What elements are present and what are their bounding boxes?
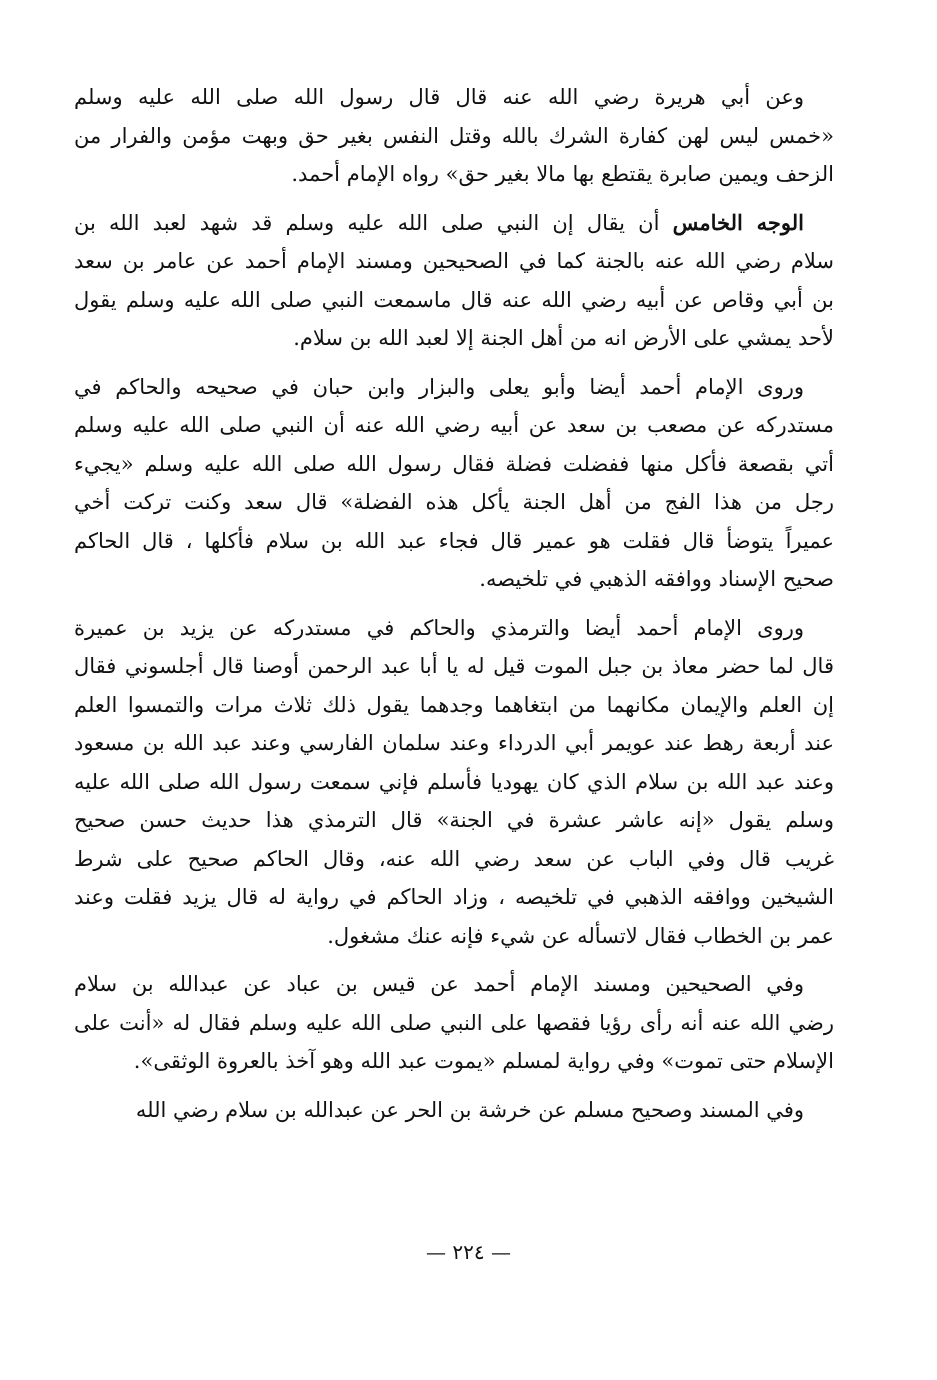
text-line: وسلم يقول «إنه عاشر عشرة في الجنة» قال الترمذي هذا حديث حسن صحيح <box>74 808 834 832</box>
paragraph-1 <box>74 78 834 194</box>
text-line: عميراً يتوضأ قال فقلت هو عمير قال فجاء عبد الله بن سلام فأكلها ، قال الحاكم <box>74 528 834 553</box>
text-line: وروى الإمام أحمد أيضا والترمذي والحاكم في مستدركه عن يزيد بن عميرة <box>74 615 804 640</box>
text-line: عمر بن الخطاب فقال لاتسأله عن شيء فإنه عنك مشغول. <box>327 923 834 948</box>
document-page <box>74 78 834 1278</box>
page-number: — ٢٢٤ — <box>426 1240 511 1264</box>
paragraph-5 <box>74 965 834 1081</box>
paragraph-4 <box>74 609 834 956</box>
text-line: الشيخين ووافقه الذهبي في تلخيصه ، وزاد الحاكم في رواية له قال يزيد فقلت وعند <box>74 885 834 909</box>
text-line: رجل من هذا الفج من أهل الجنة يأكل هذه الفضلة» قال سعد وكنت تركت أخي <box>74 490 834 514</box>
text-line: الإسلام حتى تموت» وفي رواية لمسلم «يموت عبد الله وهو آخذ بالعروة الوثقى». <box>133 1049 834 1073</box>
text-line: وعند عبد الله بن سلام الذي كان يهوديا فأسلم فإني سمعت رسول الله صلى الله عليه <box>74 769 834 794</box>
text-line: وعن أبي هريرة رضي الله عنه قال قال رسول الله صلى الله عليه وسلم <box>74 85 804 109</box>
paragraph-2 <box>74 204 834 358</box>
text-line: سلام رضي الله عنه بالجنة كما في الصحيحين ومسند الإمام أحمد عن عامر بن سعد <box>74 249 834 273</box>
text-line: وروى الإمام أحمد أيضا وأبو يعلى والبزار وابن حبان في صحيحه والحاكم في <box>74 374 804 399</box>
text-line <box>74 204 834 243</box>
text-line: بن أبي وقاص عن أبيه رضي الله عنه قال ماسمعت النبي صلى الله عليه وسلم يقول <box>74 287 834 312</box>
text-line: عند أربعة رهط عند عويمر أبي الدرداء وعند سلمان الفارسي وعند عبد الله بن مسعود <box>74 731 834 755</box>
text-line: «خمس ليس لهن كفارة الشرك بالله وقتل النفس بغير حق وبهت مؤمن والفرار من <box>74 123 834 148</box>
section-heading: الوجه الخامس <box>672 209 804 235</box>
text-line: وفي الصحيحين ومسند الإمام أحمد عن قيس بن عباد عن عبدالله بن سلام <box>74 972 804 996</box>
heading-continuation: أن يقال إن النبي صلى الله عليه وسلم قد شهد لعبد الله بن <box>74 210 660 235</box>
text-line: صحيح الإسناد ووافقه الذهبي في تلخيصه. <box>479 567 834 591</box>
text-line: غريب قال وفي الباب عن سعد رضي الله عنه، وقال الحاكم صحيح على شرط <box>74 846 834 871</box>
paragraph-6 <box>74 1091 834 1130</box>
text-line: إن العلم والإيمان مكانهما من ابتغاهما وجدهما يقول ذلك ثلاث مرات والتمسوا العلم <box>74 692 834 717</box>
paragraph-3 <box>74 368 834 599</box>
text-line: الزحف ويمين صابرة يقتطع بها مالا بغير حق» رواه الإمام أحمد. <box>291 162 834 186</box>
text-line: وفي المسند وصحيح مسلم عن خرشة بن الحر عن عبدالله بن سلام رضي الله <box>135 1097 804 1122</box>
text-line: لأحد يمشي على الأرض انه من أهل الجنة إلا لعبد الله بن سلام. <box>293 326 834 350</box>
text-line: رضي الله عنه أنه رأى رؤيا فقصها على النبي صلى الله عليه وسلم فقال له «أنت على <box>74 1010 834 1035</box>
text-line: أتي بقصعة فأكل منها ففضلت فضلة فقال رسول الله صلى الله عليه وسلم «يجيء <box>74 451 834 476</box>
text-line: قال لما حضر معاذ بن جبل الموت قيل له يا أبا عبد الرحمن أوصنا قال أجلسوني فقال <box>74 654 834 678</box>
text-line: مستدركه عن مصعب بن سعد عن أبيه رضي الله عنه أن النبي صلى الله عليه وسلم <box>74 413 834 437</box>
